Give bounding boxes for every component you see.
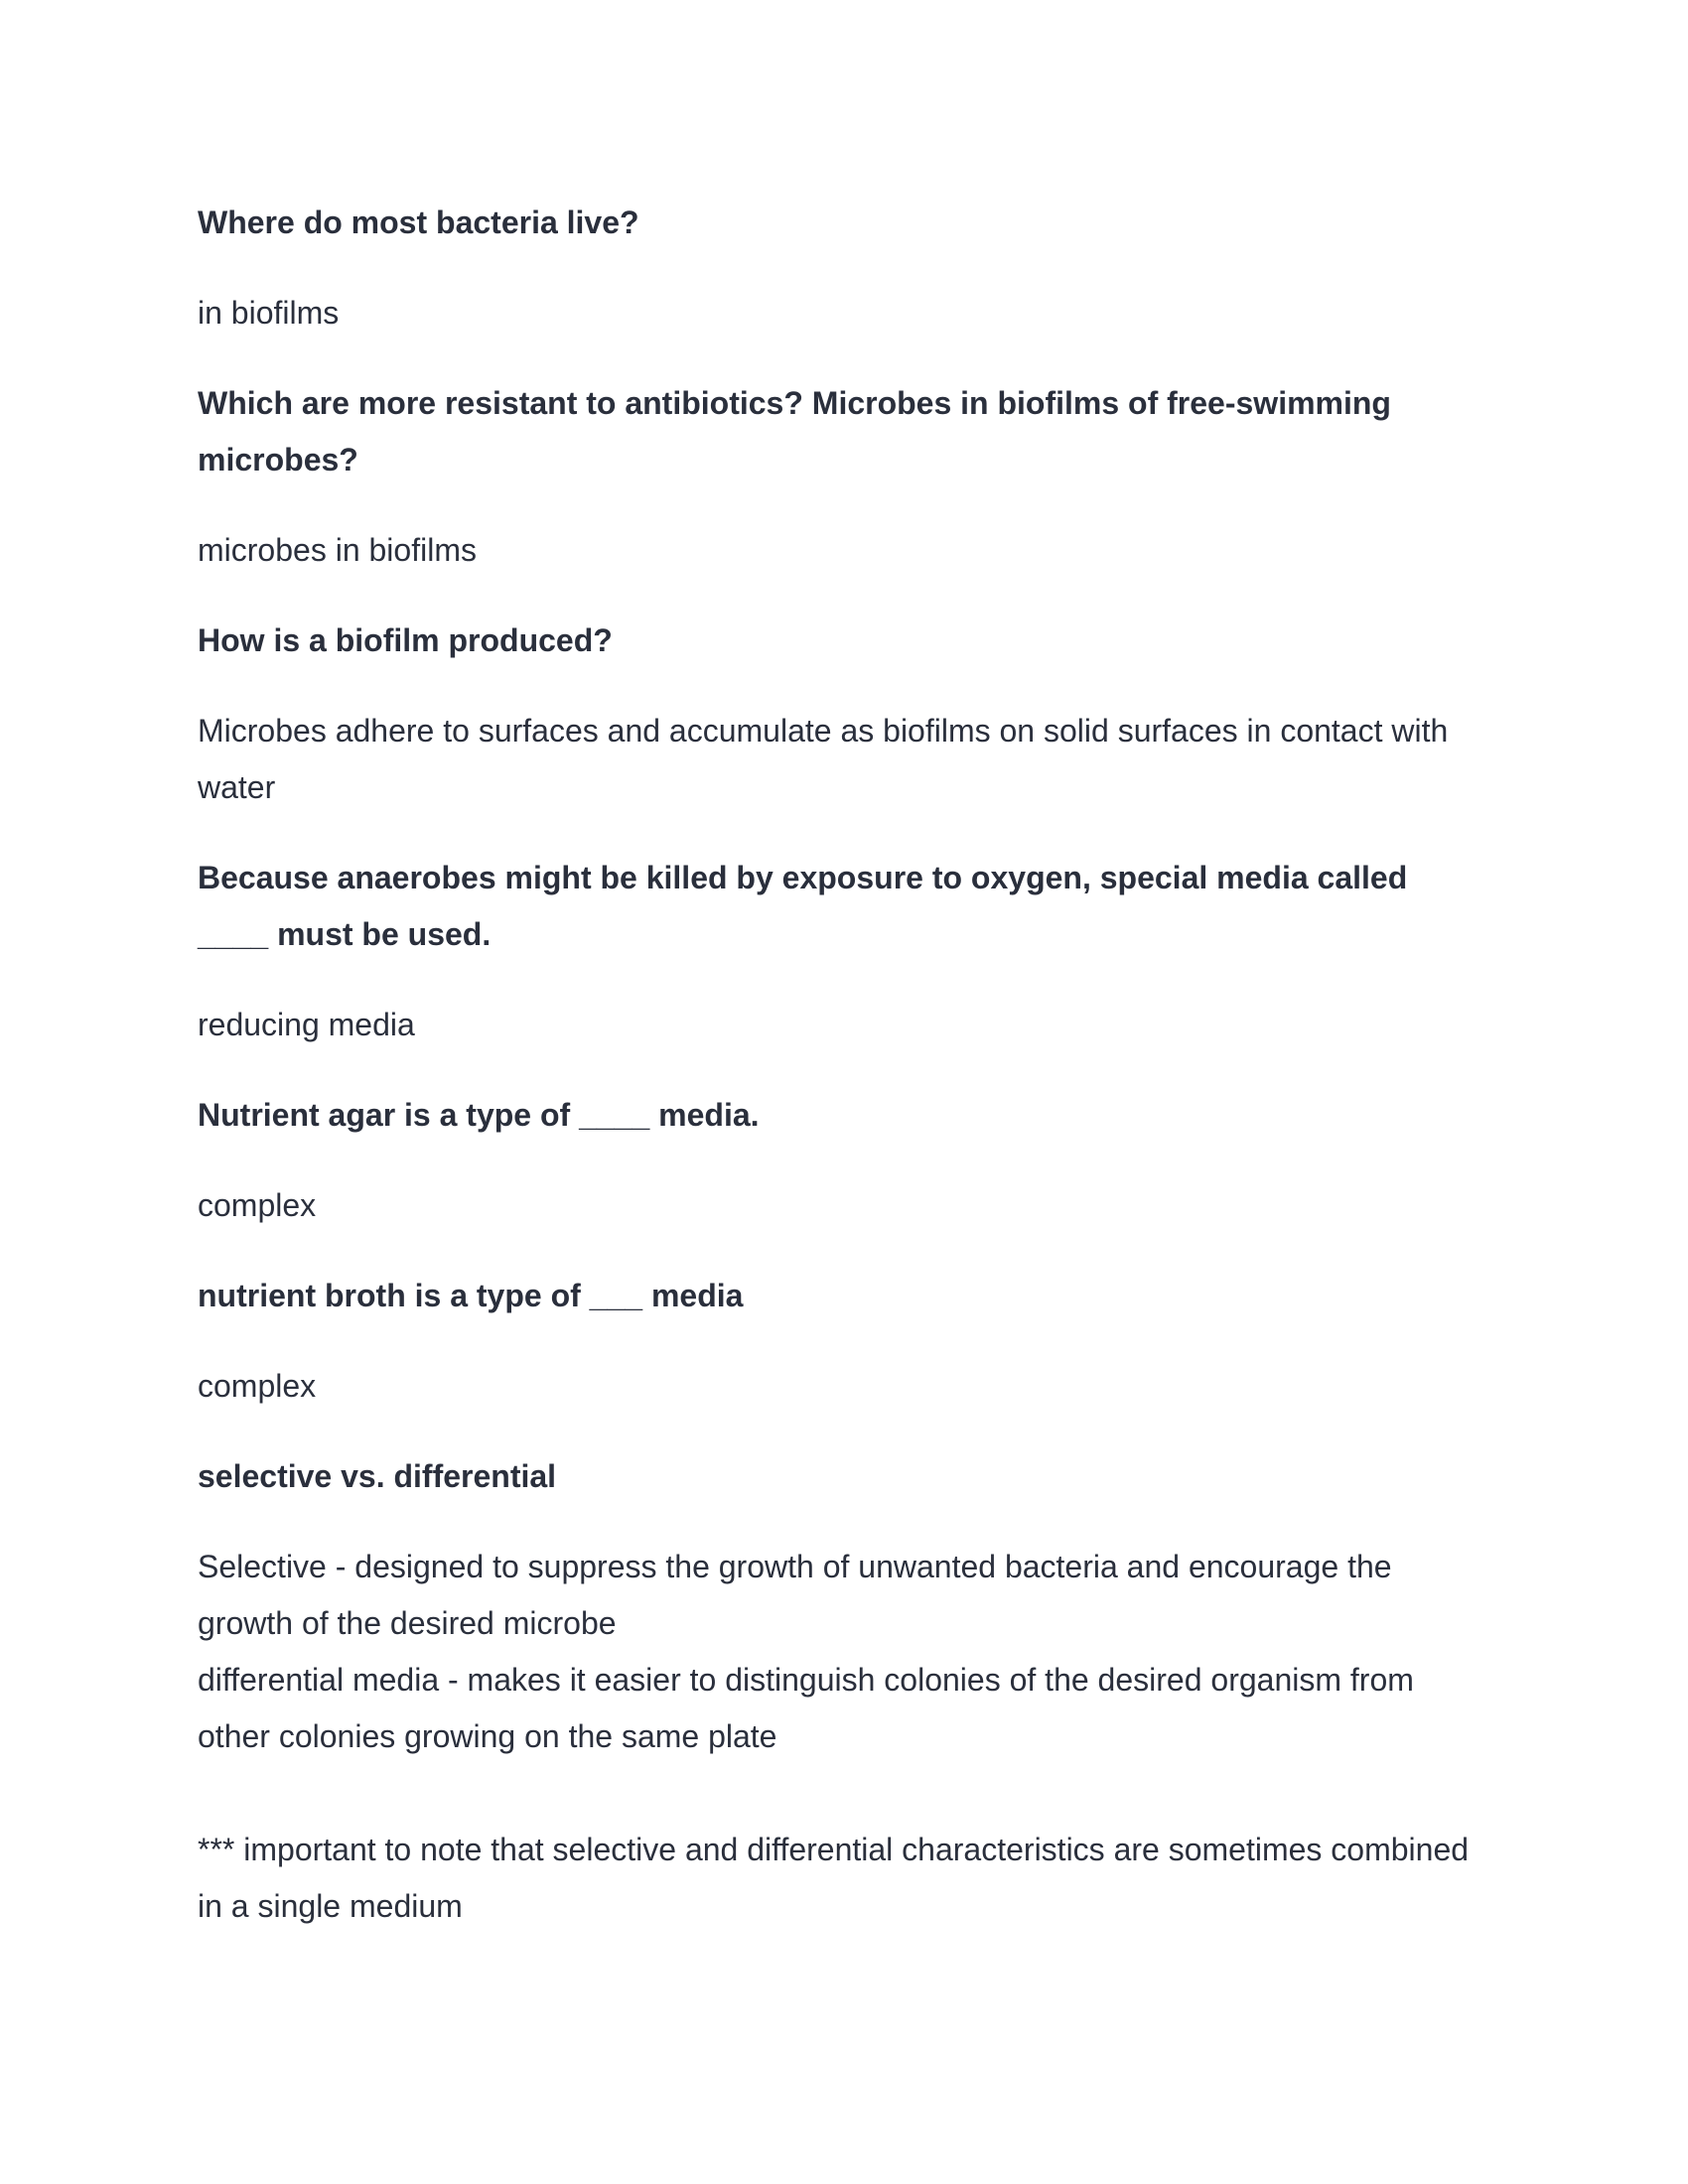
card-term: Nutrient agar is a type of ____ media.: [198, 1097, 760, 1133]
card-term: nutrient broth is a type of ___ media: [198, 1278, 744, 1313]
card-definition: [198, 1358, 1478, 1415]
card-term: Because anaerobes might be killed by exposure to oxygen, special media called ____ must be used.: [198, 860, 1408, 952]
card-term: selective vs. differential: [198, 1458, 557, 1494]
definition-line: in biofilms: [198, 295, 340, 331]
definition-line: differential media - makes it easier to distinguish colonies of the desired organism from other colonies growing on the same plate: [198, 1662, 1414, 1754]
card-definition: [198, 1539, 1478, 1935]
card-definition: [198, 997, 1478, 1053]
definition-line: *** important to note that selective and differential characteristics are sometimes combined in a single medium: [198, 1832, 1470, 1924]
definition-line: reducing media: [198, 1007, 415, 1042]
card-term: Which are more resistant to antibiotics? Microbes in biofilms of free-swimming microbes?: [198, 385, 1391, 478]
flashcard-list: [198, 195, 1478, 1969]
definition-line: Selective - designed to suppress the growth of unwanted bacteria and encourage the growth of the desired microbe: [198, 1549, 1392, 1641]
definition-line: Microbes adhere to surfaces and accumulate as biofilms on solid surfaces in contact with water: [198, 713, 1449, 805]
card-term: Where do most bacteria live?: [198, 205, 639, 240]
card-definition: [198, 285, 1478, 341]
blank-line: [198, 1765, 1478, 1822]
card-definition: [198, 1177, 1478, 1234]
definition-line: complex: [198, 1187, 317, 1223]
card-term: How is a biofilm produced?: [198, 622, 613, 658]
definition-line: microbes in biofilms: [198, 532, 477, 568]
definition-line: complex: [198, 1368, 317, 1404]
card-definition: [198, 522, 1478, 579]
card-definition: [198, 703, 1478, 816]
